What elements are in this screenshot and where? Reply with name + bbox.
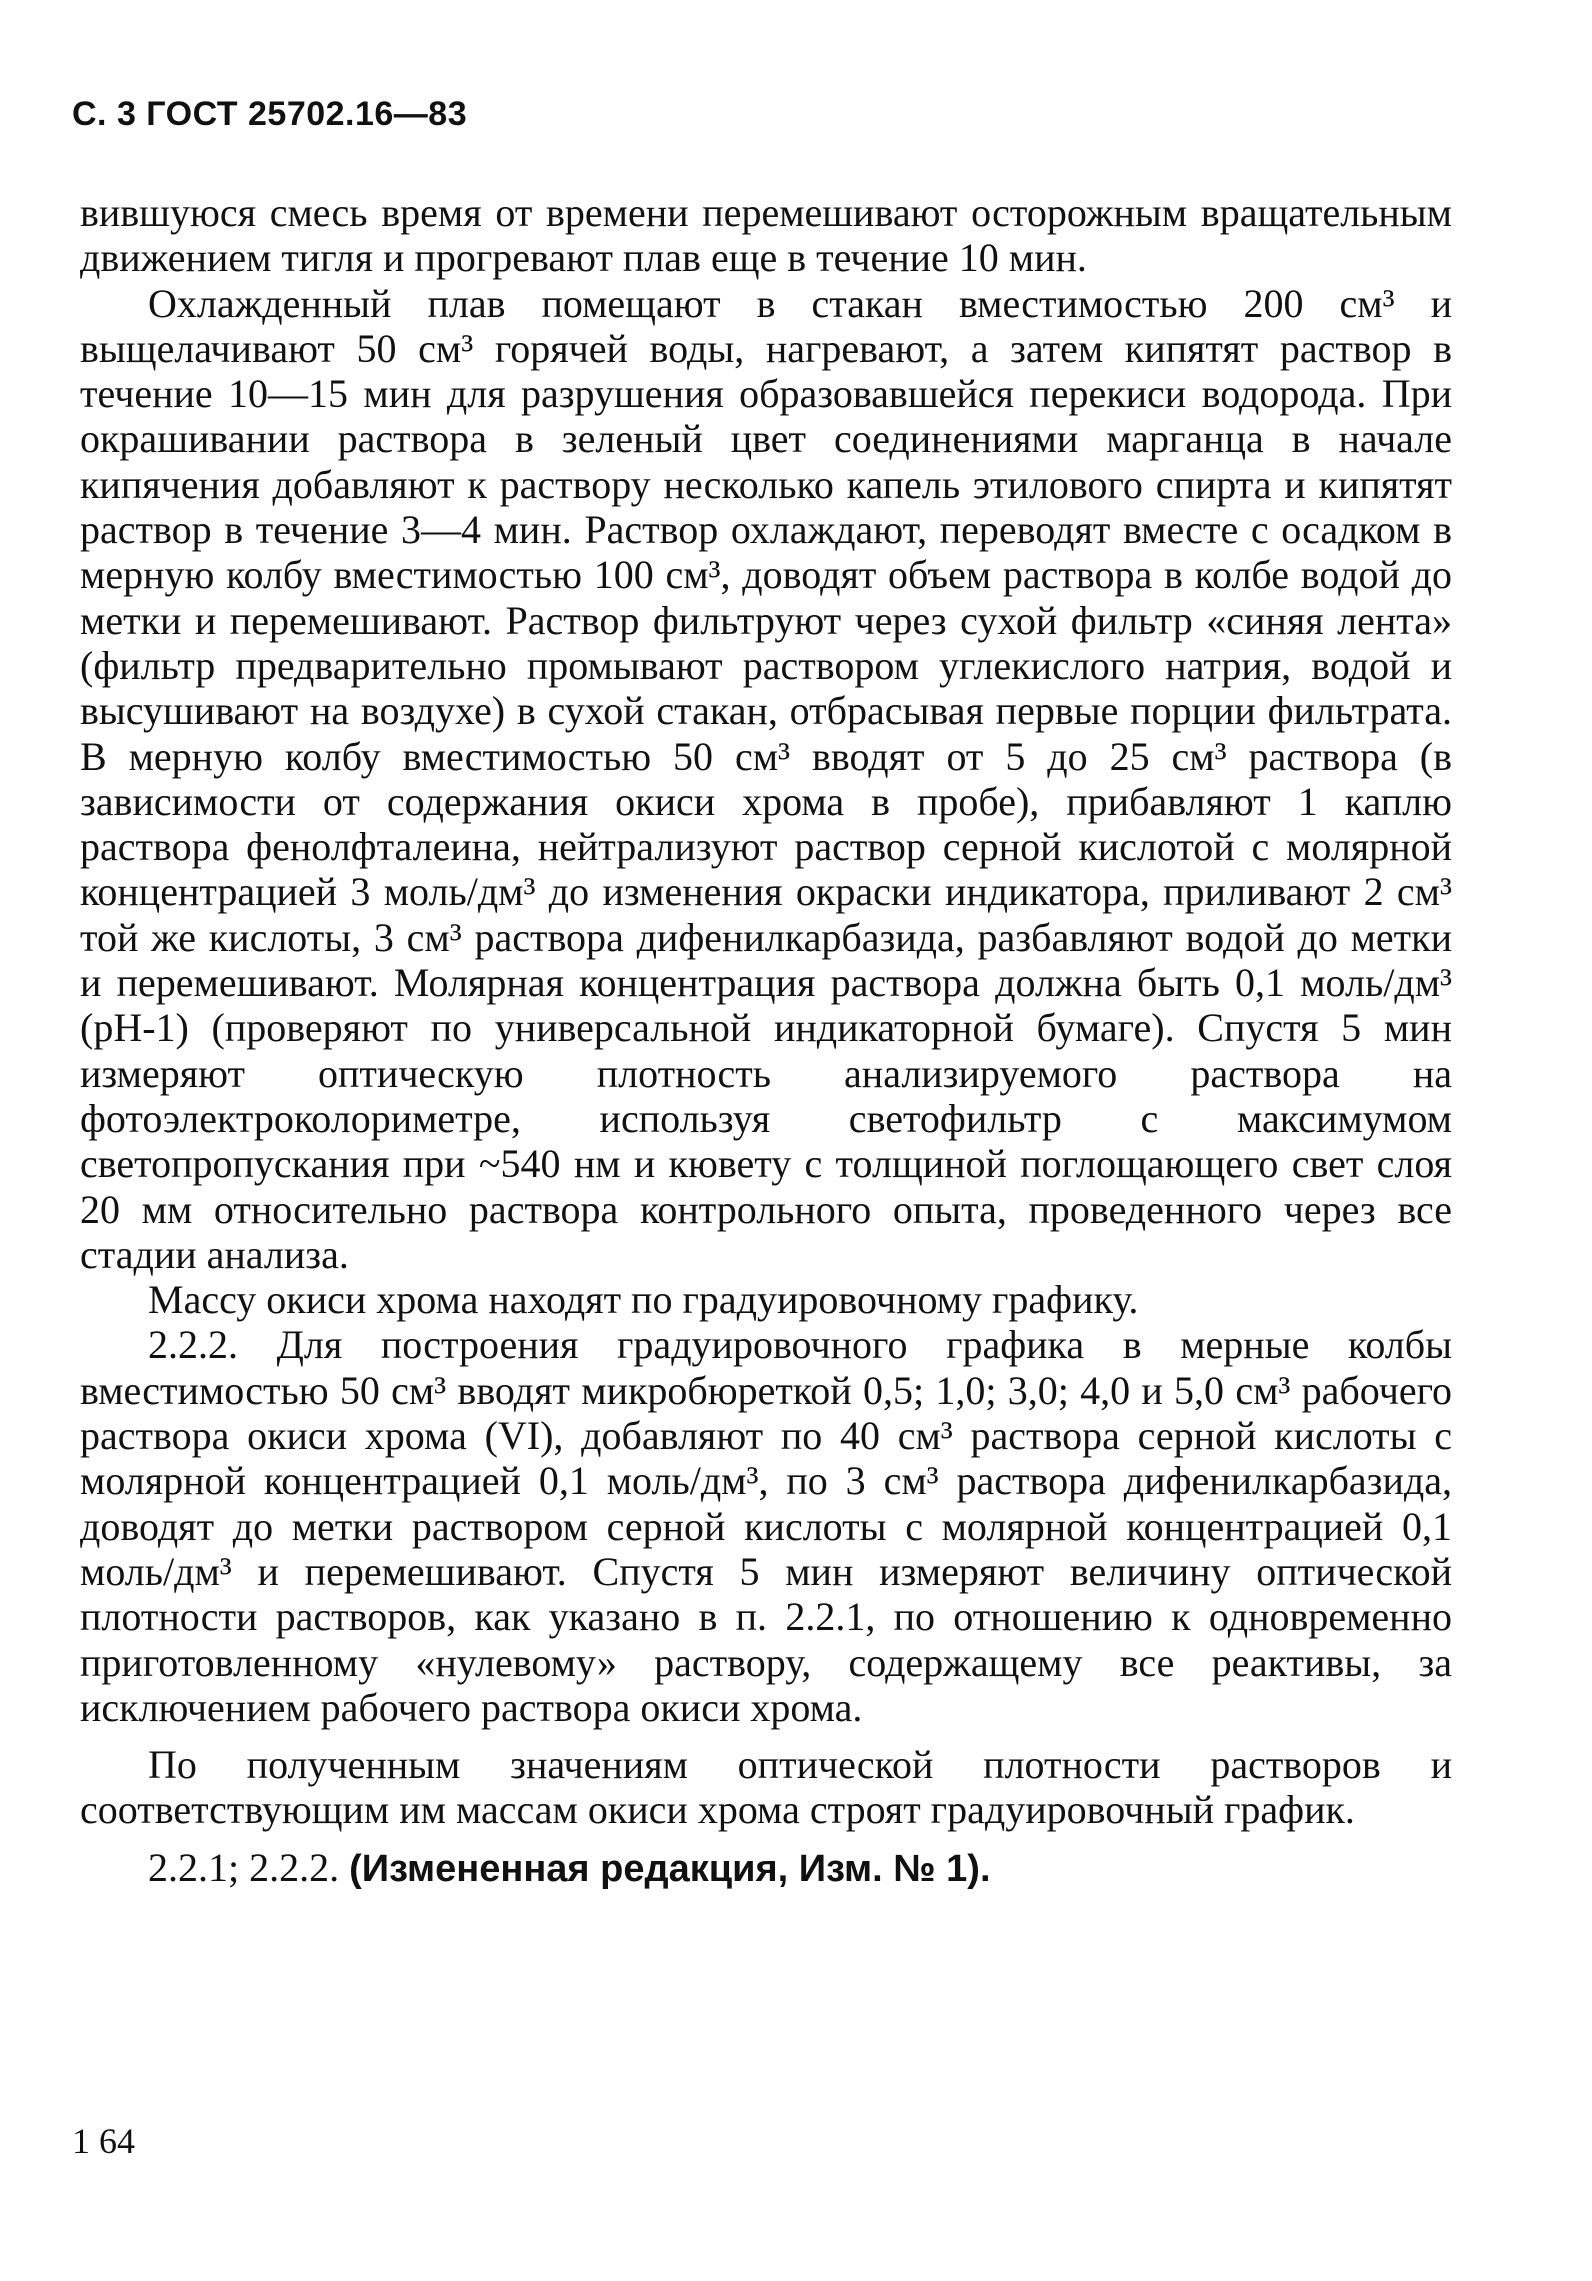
document-body	[80, 190, 1452, 1892]
amendment-refs: 2.2.1; 2.2.2.	[148, 1844, 340, 1890]
amendment-text: (Измененная редакция, Изм. № 1).	[349, 1847, 991, 1890]
paragraph-procedure: Охлажденный плав помещают в стакан вместимостью 200 см³ и выщелачивают 50 см³ горячей воды, нагревают, а затем кипятят раствор в течение 10—15 мин для разрушения образовавшейся перекиси водорода. При окрашивании раствора в зеленый цвет соединениями марганца в начале кипячения добавляют к раствору несколько капель этилового спирта и кипятят раствор в течение 3—4 мин. Раствор охлаждают, переводят вместе с осадком в мерную колбу вместимостью 100 см³, доводят объем раствора в колбе водой до метки и перемешивают. Раствор фильтруют через сухой фильтр «синяя лента» (фильтр предварительно промывают раствором углекислого натрия, водой и высушивают на воздухе) в сухой стакан, отбрасывая первые порции фильтрата. В мерную колбу вместимостью 50 см³ вводят от 5 до 25 см³ раствора (в зависимости от содержания окиси хрома в пробе), прибавляют 1 каплю раствора фенолфталеина, нейтрализуют раствор серной кислотой с молярной концентрацией 3 моль/дм³ до изменения окраски индикатора, приливают 2 см³ той же кислоты, 3 см³ раствора дифенилкарбазида, разбавляют водой до метки и перемешивают. Молярная концентрация раствора должна быть 0,1 моль/дм³ (pH-1) (проверяют по универсальной индикаторной бумаге). Спустя 5 мин измеряют оптическую плотность анализируемого раствора на фотоэлектроколориметре, используя светофильтр с максимумом светопропускания при ~540 нм и кювету с толщиной поглощающего свет слоя 20 мм относительно раствора контрольного опыта, проведенного через все стадии анализа.	[80, 280, 1452, 1277]
paragraph-continuation: вившуюся смесь время от времени перемешивают осторожным вращательным движением тигля и прогревают плав еще в течение 10 мин.	[80, 190, 1452, 281]
paragraph-mass: Массу окиси хрома находят по градуировочному графику.	[148, 1277, 1139, 1323]
paragraph-calibration: 2.2.2. Для построения градуировочного графика в мерные колбы вместимостью 50 см³ вводят микробюреткой 0,5; 1,0; 3,0; 4,0 и 5,0 см³ рабочего раствора окиси хрома (VI), добавляют по 40 см³ раствора серной кислоты с молярной концентрацией 0,1 моль/дм³, по 3 см³ раствора дифенилкарбазида, доводят до метки раствором серной кислоты с молярной концентрацией 0,1 моль/дм³ и перемешивают. Спустя 5 мин измеряют величину оптической плотности растворов, как указано в п. 2.2.1, по отношению к одновременно приготовленному «нулевому» раствору, содержащему все реактивы, за исключением рабочего раствора окиси хрома.	[80, 1322, 1452, 1730]
paragraph-graph: По полученным значениям оптической плотности растворов и соответствующим им массам окиси хрома строят градуировочный график.	[80, 1742, 1452, 1833]
amendment-note	[80, 1845, 1452, 1892]
page-number: 1 64	[72, 2121, 135, 2161]
page-header: С. 3 ГОСТ 25702.16—83	[72, 95, 468, 133]
